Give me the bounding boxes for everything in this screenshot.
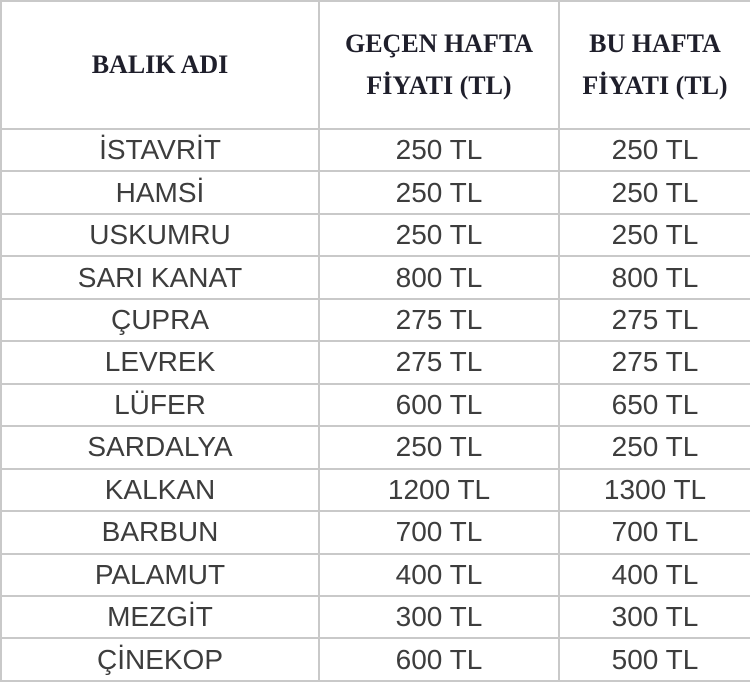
last-week-price-cell: 250 TL — [319, 129, 559, 171]
table-row — [1, 469, 750, 511]
this-week-price-cell: 800 TL — [559, 256, 750, 298]
this-week-price-cell: 700 TL — [559, 511, 750, 553]
table-row — [1, 384, 750, 426]
last-week-price-cell: 600 TL — [319, 384, 559, 426]
this-week-price-cell: 500 TL — [559, 638, 750, 681]
table-row — [1, 299, 750, 341]
table-row — [1, 341, 750, 383]
col-header-fish-name: BALIK ADI — [1, 1, 319, 129]
fish-name-cell: LÜFER — [1, 384, 319, 426]
table-row — [1, 554, 750, 596]
table-row — [1, 426, 750, 468]
table-body — [1, 129, 750, 681]
table-row — [1, 511, 750, 553]
fish-name-cell: ÇİNEKOP — [1, 638, 319, 681]
this-week-price-cell: 275 TL — [559, 341, 750, 383]
fish-name-cell: HAMSİ — [1, 171, 319, 213]
fish-name-cell: İSTAVRİT — [1, 129, 319, 171]
last-week-price-cell: 250 TL — [319, 426, 559, 468]
this-week-price-cell: 275 TL — [559, 299, 750, 341]
fish-name-cell: SARDALYA — [1, 426, 319, 468]
last-week-price-cell: 275 TL — [319, 341, 559, 383]
fish-name-cell: BARBUN — [1, 511, 319, 553]
this-week-price-cell: 1300 TL — [559, 469, 750, 511]
this-week-price-cell: 250 TL — [559, 129, 750, 171]
fish-name-cell: LEVREK — [1, 341, 319, 383]
table-row — [1, 129, 750, 171]
last-week-price-cell: 800 TL — [319, 256, 559, 298]
table-row — [1, 214, 750, 256]
last-week-price-cell: 400 TL — [319, 554, 559, 596]
table-row — [1, 638, 750, 681]
fish-name-cell: USKUMRU — [1, 214, 319, 256]
col-header-last-week-price: GEÇEN HAFTA FİYATI (TL) — [319, 1, 559, 129]
last-week-price-cell: 1200 TL — [319, 469, 559, 511]
last-week-price-cell: 250 TL — [319, 214, 559, 256]
fish-name-cell: MEZGİT — [1, 596, 319, 638]
table-row — [1, 596, 750, 638]
this-week-price-cell: 250 TL — [559, 426, 750, 468]
header-row — [1, 1, 750, 129]
last-week-price-cell: 300 TL — [319, 596, 559, 638]
last-week-price-cell: 600 TL — [319, 638, 559, 681]
table-row — [1, 171, 750, 213]
this-week-price-cell: 650 TL — [559, 384, 750, 426]
fish-name-cell: ÇUPRA — [1, 299, 319, 341]
col-header-this-week-price: BU HAFTA FİYATI (TL) — [559, 1, 750, 129]
this-week-price-cell: 300 TL — [559, 596, 750, 638]
table-row — [1, 256, 750, 298]
this-week-price-cell: 250 TL — [559, 171, 750, 213]
this-week-price-cell: 250 TL — [559, 214, 750, 256]
fish-name-cell: KALKAN — [1, 469, 319, 511]
last-week-price-cell: 700 TL — [319, 511, 559, 553]
this-week-price-cell: 400 TL — [559, 554, 750, 596]
last-week-price-cell: 250 TL — [319, 171, 559, 213]
last-week-price-cell: 275 TL — [319, 299, 559, 341]
fish-name-cell: SARI KANAT — [1, 256, 319, 298]
fish-name-cell: PALAMUT — [1, 554, 319, 596]
